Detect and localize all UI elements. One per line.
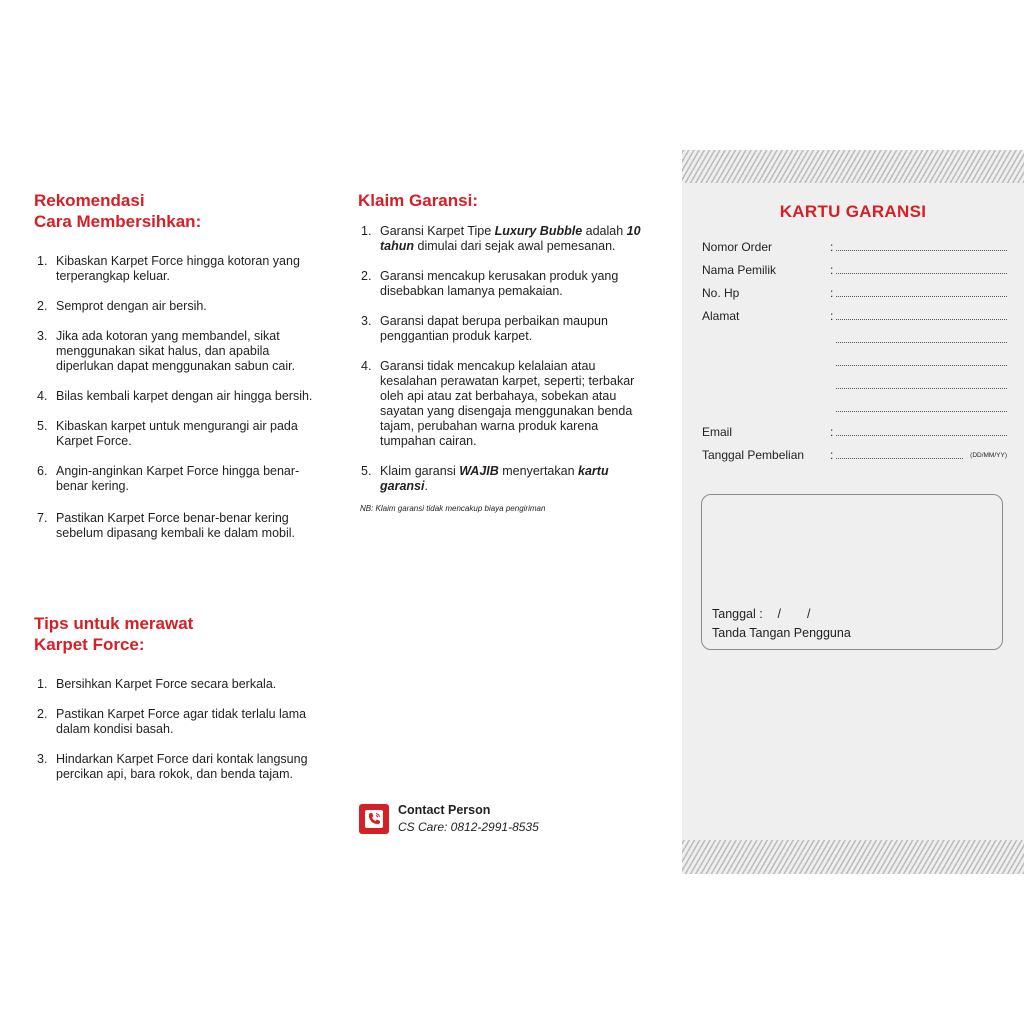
list-item [358, 314, 648, 344]
tips-title-line2: Karpet Force: [34, 635, 145, 654]
field-colon: : [830, 263, 834, 277]
field-label: Tanggal Pembelian [702, 448, 805, 462]
list-item [34, 329, 324, 374]
field-purchase-date[interactable] [702, 448, 1007, 462]
item-text: Jika ada kotoran yang membandel, sikat menggunakan sikat halus, dan apabila diperlukan dapat menggunakan sabun cair. [56, 329, 296, 373]
cleaning-list [34, 254, 324, 541]
item-text: Garansi tidak mencakup kelalaian atau kesalahan perawatan karpet, seperti; terbakar oleh api atau zat berbahaya, sobekan atau sayatan yang disengaja menggunakan benda tajam, perubahan warna produk karena tumpahan cairan. [380, 359, 635, 448]
field-order[interactable] [702, 240, 1007, 254]
field-line[interactable] [836, 365, 1007, 366]
warranty-card [682, 150, 1024, 874]
field-address-line-4[interactable] [702, 378, 1007, 392]
item-number: 4. [37, 389, 48, 403]
claim-section [358, 190, 648, 513]
claim-note: NB: Klaim garansi tidak mencakup biaya pengiriman [360, 504, 546, 513]
item-text: dimulai dari sejak awal pemesanan. [414, 239, 616, 253]
item-text: Garansi mencakup kerusakan produk yang disebabkan lamanya pemakaian. [380, 269, 619, 298]
field-address-line-2[interactable] [702, 332, 1007, 346]
field-label: Email [702, 425, 733, 439]
field-address-line-3[interactable] [702, 355, 1007, 369]
card-title: KARTU GARANSI [779, 202, 927, 221]
item-text: Hindarkan Karpet Force dari kontak langsung percikan api, bara rokok, dan benda tajam. [56, 752, 308, 781]
contact-block [359, 803, 619, 839]
item-text: Pastikan Karpet Force agar tidak terlalu lama dalam kondisi basah. [56, 707, 307, 736]
field-line[interactable] [836, 296, 1007, 297]
list-item [358, 224, 648, 254]
item-text: Bersihkan Karpet Force secara berkala. [56, 677, 277, 691]
bottom-stripe [682, 840, 1024, 874]
field-phone[interactable] [702, 286, 1007, 300]
date-separator: / [806, 607, 811, 621]
field-line[interactable] [836, 342, 1007, 343]
item-number: 6. [37, 464, 48, 478]
item-text: Bilas kembali karpet dengan air hingga bersih. [56, 389, 313, 403]
list-item [34, 299, 324, 314]
cleaning-title-line2: Cara Membersihkan: [34, 212, 202, 231]
field-colon: : [830, 286, 834, 300]
item-number: 1. [37, 254, 48, 268]
product-type: Luxury Bubble [494, 224, 583, 238]
item-number: 1. [37, 677, 48, 691]
item-number: 7. [37, 511, 48, 525]
item-text: Garansi dapat berupa perbaikan maupun penggantian produk karpet. [380, 314, 608, 343]
item-text: adalah [582, 224, 627, 238]
list-item [358, 359, 648, 449]
tips-title [34, 613, 324, 655]
item-number: 5. [361, 464, 372, 478]
field-email[interactable] [702, 425, 1007, 439]
list-item [34, 752, 324, 782]
item-number: 3. [361, 314, 372, 328]
tips-section [34, 613, 324, 797]
tips-title-line1: Tips untuk merawat [34, 614, 194, 633]
list-item [34, 389, 324, 404]
list-item [34, 707, 324, 737]
claim-list [358, 224, 648, 494]
signature-date [712, 607, 822, 621]
item-text: . [424, 479, 428, 493]
warranty-duration: 10 tahun [380, 224, 641, 253]
item-number: 2. [37, 299, 48, 313]
item-text: Kibaskan Karpet Force hingga kotoran yang terperangkap keluar. [56, 254, 300, 283]
field-line[interactable] [836, 273, 1007, 274]
list-item [34, 677, 324, 692]
tips-list [34, 677, 324, 782]
signature-box[interactable] [701, 494, 1003, 650]
item-text: Kibaskan karpet untuk mengurangi air pada Karpet Force. [56, 419, 298, 448]
field-owner[interactable] [702, 263, 1007, 277]
cleaning-title-line1: Rekomendasi [34, 191, 145, 210]
field-label: Nomor Order [702, 240, 773, 254]
field-address[interactable] [702, 309, 1007, 323]
contact-title: Contact Person [398, 803, 491, 817]
field-line[interactable] [836, 458, 963, 459]
signature-label: Tanda Tangan Pengguna [712, 626, 851, 640]
field-label: Nama Pemilik [702, 263, 777, 277]
item-text: Garansi Karpet Tipe [380, 224, 495, 238]
top-stripe [682, 150, 1024, 183]
field-line[interactable] [836, 319, 1007, 320]
item-number: 4. [361, 359, 372, 373]
field-colon: : [830, 448, 834, 462]
list-item [358, 464, 648, 494]
field-line[interactable] [836, 250, 1007, 251]
list-item [34, 254, 324, 284]
list-item [34, 511, 324, 541]
item-number: 1. [361, 224, 372, 238]
list-item [34, 464, 324, 494]
cleaning-title [34, 190, 324, 232]
phone-icon [359, 804, 389, 834]
claim-title: Klaim Garansi: [358, 191, 478, 210]
field-line[interactable] [836, 435, 1007, 436]
item-number: 2. [361, 269, 372, 283]
item-text: Klaim garansi [380, 464, 460, 478]
item-text: Angin-anginkan Karpet Force hingga benar-benar kering. [56, 464, 300, 493]
item-number: 5. [37, 419, 48, 433]
item-text: menyertakan [498, 464, 579, 478]
signature-date-label: Tanggal : [712, 607, 763, 621]
field-label: Alamat [702, 309, 740, 323]
date-separator: / [777, 607, 781, 621]
field-label: No. Hp [702, 286, 740, 300]
item-number: 3. [37, 752, 48, 766]
list-item [358, 269, 648, 299]
date-format-hint: (DD/MM/YY) [970, 452, 1007, 459]
field-line[interactable] [836, 388, 1007, 389]
item-number: 3. [37, 329, 48, 343]
field-line[interactable] [836, 411, 1007, 412]
emphasis-text: WAJIB [459, 464, 499, 478]
field-colon: : [830, 425, 834, 439]
item-text: Pastikan Karpet Force benar-benar kering sebelum dipasang kembali ke dalam mobil. [56, 511, 296, 540]
contact-phone: CS Care: 0812-2991-8535 [398, 820, 539, 834]
item-text: Semprot dengan air bersih. [56, 299, 207, 313]
item-number: 2. [37, 707, 48, 721]
cleaning-section [34, 190, 324, 556]
list-item [34, 419, 324, 449]
field-colon: : [830, 240, 834, 254]
emphasis-text: kartu garansi [380, 464, 609, 493]
field-colon: : [830, 309, 834, 323]
field-address-line-5[interactable] [702, 401, 1007, 415]
